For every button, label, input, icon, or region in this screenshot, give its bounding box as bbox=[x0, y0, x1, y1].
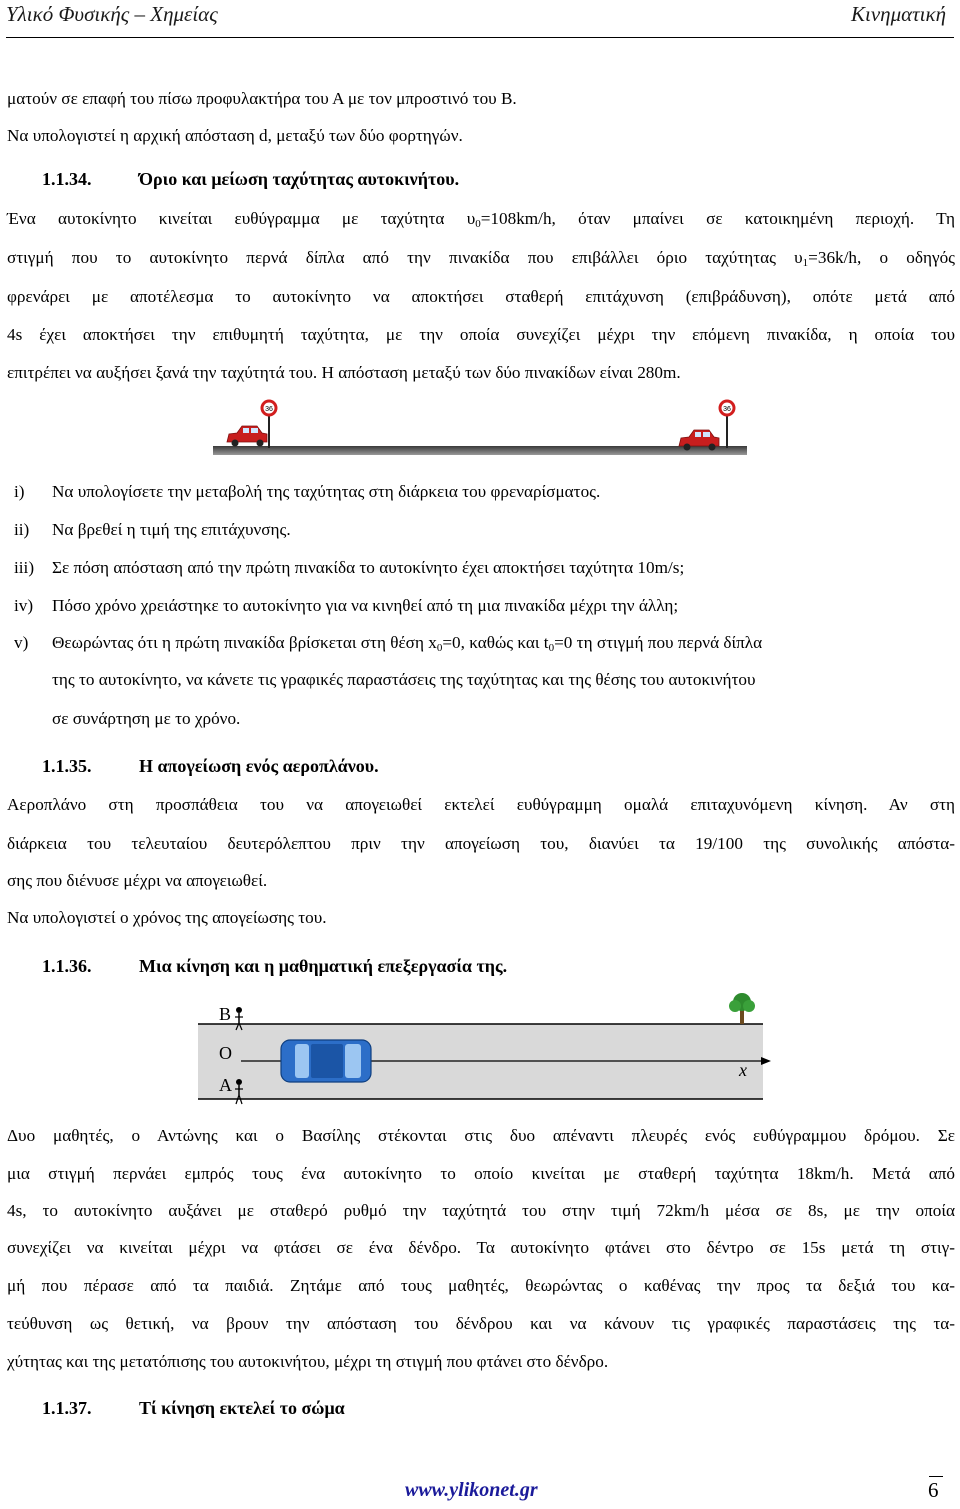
label-o: Ο bbox=[219, 1043, 232, 1063]
intro-line-2: Να υπολογιστεί η αρχική απόσταση d, μεταξύ των δύο φορτηγών. bbox=[7, 126, 463, 145]
paragraph-line: 4s έχει αποκτήσει την επιθυμητή ταχύτητα, με την οποία συνεχίζει μέχρι την επόμενη πινακίδα, η οποία του bbox=[7, 325, 955, 344]
svg-text:36: 36 bbox=[723, 406, 731, 413]
tree-icon bbox=[729, 993, 755, 1024]
question-item: ii) Να βρεθεί η τιμή της επιτάχυνσης. bbox=[14, 520, 291, 539]
speed-sign-icon bbox=[719, 400, 736, 449]
paragraph-line: επιτρέπει να αυξήσει ξανά την ταχύτητά του. Η απόσταση μεταξύ των δύο πινακίδων είναι 280m. bbox=[7, 363, 681, 382]
section-heading-37 bbox=[42, 1398, 345, 1419]
section-number: 1.1.35. bbox=[42, 756, 92, 776]
section-heading-35 bbox=[42, 756, 379, 777]
label-x: x bbox=[739, 1060, 747, 1080]
paragraph-line: τεύθυνση ως θετική, να βρουν την απόσταση του δένδρου και να κάνουν τις γραφικές παραστάσεις της τα- bbox=[7, 1314, 955, 1333]
section-title: Όριο και μείωση ταχύτητας αυτοκινήτου. bbox=[139, 169, 460, 189]
paragraph-line: μια στιγμή περνάει εμπρός τους ένα αυτοκίνητο το οποίο κινείται με σταθερή ταχύτητα 18km/h. Μετά από bbox=[7, 1164, 955, 1183]
section-title: Η απογείωση ενός αεροπλάνου. bbox=[139, 756, 379, 776]
paragraph-line: χύτητας και της μετατόπισης του αυτοκινήτου, μέχρι τη στιγμή που φτάνει στο δένδρο. bbox=[7, 1352, 609, 1371]
road-figure bbox=[205, 396, 755, 460]
paragraph-line: μή που πέρασε από τα παιδιά. Ζητάμε από τους μαθητές, θεωρώντας ο καθένας την προς τα δεξιά του κα- bbox=[7, 1276, 955, 1295]
paragraph-line: συνεχίζει να κινείται μέχρι να φτάσει σε ένα δένδρο. Τα αυτοκίνητο φτάνει στο δέντρο σε 15s μετά τη στιγ- bbox=[7, 1238, 955, 1257]
question-item: iv) Πόσο χρόνο χρειάστηκε το αυτοκίνητο για να κινηθεί από τη μια πινακίδα μέχρι την άλλη; bbox=[14, 596, 679, 615]
intro-line-1: ματούν σε επαφή του πίσω προφυλακτήρα του Α με τον μπροστινό του Β. bbox=[7, 89, 517, 108]
paragraph-line: Δυο μαθητές, ο Αντώνης και ο Βασίλης στέκονται στις δυο απέναντι πλευρές ενός ευθύγραμμου δρόμου. Σε bbox=[7, 1126, 955, 1145]
footer-website-link[interactable]: www.ylikonet.gr bbox=[405, 1479, 538, 1501]
section-heading-36 bbox=[42, 956, 507, 977]
header-chapter: Κινηματική bbox=[851, 2, 946, 26]
section-heading-34 bbox=[42, 169, 459, 190]
label-a: Α bbox=[219, 1075, 232, 1095]
road bbox=[213, 446, 747, 455]
question-item-continuation: σε συνάρτηση με το χρόνο. bbox=[52, 709, 241, 728]
paragraph-line: Ένα αυτοκίνητο κινείται ευθύγραμμα με ταχύτητα $\upsilon_0=108km/h$, όταν μπαίνει σε κατοικημένη περιοχή. Τη bbox=[7, 209, 956, 230]
question-item: iii) Σε πόση απόσταση από την πρώτη πινακίδα το αυτοκίνητο έχει αποκτήσει ταχύτητα 10m/s; bbox=[14, 558, 685, 577]
header-rule bbox=[6, 37, 954, 38]
paragraph-line: 4s, το αυτοκίνητο αυξάνει με σταθερό ρυθμό την ταχύτητά του στην τιμή 72km/h μέσα σε 8s, με την οποία bbox=[7, 1201, 955, 1220]
paragraph-line: Να υπολογιστεί ο χρόνος της απογείωσης του. bbox=[7, 908, 327, 927]
paragraph-line: στιγμή που το αυτοκίνητο περνά δίπλα από την πινακίδα που επιβάλλει όριο ταχύτητας $\upsilon_1=36k/h$, ο οδηγός bbox=[7, 248, 955, 269]
question-item: i) Να υπολογίσετε την μεταβολή της ταχύτητας στη διάρκεια του φρεναρίσματος. bbox=[14, 482, 601, 501]
section-number: 1.1.36. bbox=[42, 956, 92, 976]
page-header bbox=[0, 0, 960, 40]
section-title: Μια κίνηση και η μαθηματική επεξεργασία της. bbox=[139, 956, 508, 976]
paragraph-line: φρενάρει με αποτέλεσμα το αυτοκίνητο να αποκτήσει σταθερή επιτάχυνση (επιβράδυνση), οπότε μετά από bbox=[7, 287, 955, 306]
paragraph-line: διάρκεια του τελευταίου δευτερόλεπτου πριν την απογείωση του, διανύει τα 19/100 της συνολικής απόστα- bbox=[7, 834, 955, 853]
car-icon bbox=[227, 426, 267, 447]
section-number: 1.1.37. bbox=[42, 1398, 92, 1418]
street-figure bbox=[195, 992, 775, 1114]
paragraph-line: σης που διένυσε μέχρι να απογειωθεί. bbox=[7, 871, 268, 890]
svg-text:36: 36 bbox=[265, 406, 273, 413]
paragraph-line: Αεροπλάνο στη προσπάθεια του να απογειωθεί εκτελεί ευθύγραμμη ομαλά επιταχυνόμενη κίνηση. Αν στη bbox=[7, 795, 955, 814]
question-item: v) Θεωρώντας ότι η πρώτη πινακίδα βρίσκεται στη θέση $x_0=0$, καθώς και $t_0=0$ τη στιγμή που περνά δίπλα bbox=[14, 633, 763, 654]
page-number-bar bbox=[929, 1476, 943, 1477]
question-item-continuation: της το αυτοκίνητο, να κάνετε τις γραφικές παραστάσεις της ταχύτητας και της θέσης του αυτοκινήτου bbox=[52, 670, 756, 689]
header-subject: Υλικό Φυσικής – Χημείας bbox=[6, 2, 218, 26]
label-b: Β bbox=[219, 1004, 232, 1024]
section-number: 1.1.34. bbox=[42, 169, 92, 189]
car-icon bbox=[281, 1040, 371, 1082]
page-number: 6 bbox=[928, 1478, 939, 1502]
section-title: Τί κίνηση εκτελεί το σώμα bbox=[139, 1398, 345, 1418]
